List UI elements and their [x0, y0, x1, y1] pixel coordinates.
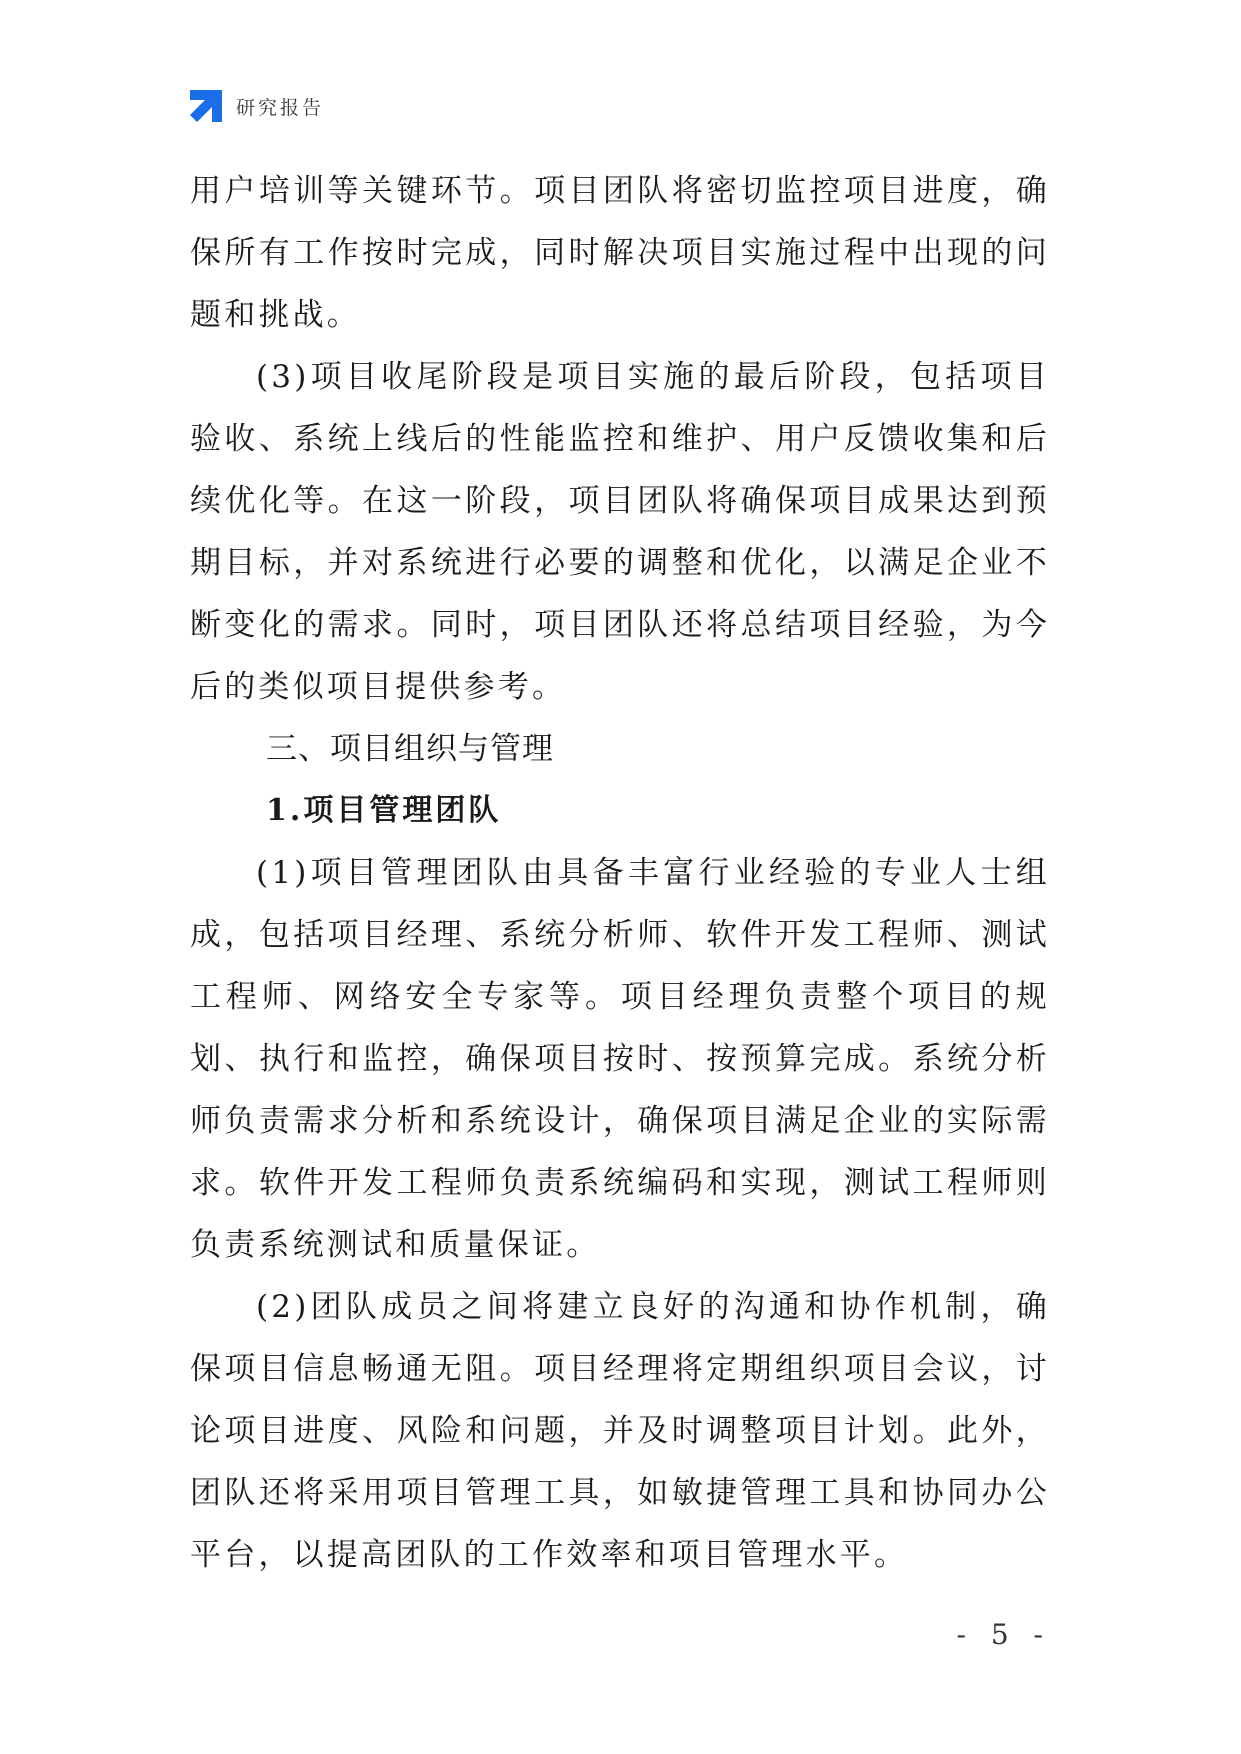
paragraph-team-communication: (2)团队成员之间将建立良好的沟通和协作机制，确保项目信息畅通无阻。项目经理将定期组织项目会议，讨论项目进度、风险和问题，并及时调整项目计划。此外，团队还将采用项目管理工具，如敏捷管理工具和协同办公平台，以提高团队的工作效率和项目管理水平。	[190, 1289, 1050, 1573]
arrow-up-right-logo-icon	[190, 90, 222, 122]
document-body	[190, 160, 1050, 1586]
paragraph-closing-phase: (3)项目收尾阶段是项目实施的最后阶段，包括项目验收、系统上线后的性能监控和维护、用户反馈收集和后续优化等。在这一阶段，项目团队将确保项目成果达到预期目标，并对系统进行必要的调整和优化，以满足企业不断变化的需求。同时，项目团队还将总结项目经验，为今后的类似项目提供参考。	[190, 359, 1050, 705]
report-header	[190, 90, 324, 122]
section-heading: 三、项目组织与管理	[266, 731, 554, 767]
page-number: - 5 -	[956, 1618, 1051, 1651]
subsection-heading: 1.项目管理团队	[266, 793, 502, 828]
paragraph-team-composition: (1)项目管理团队由具备丰富行业经验的专业人士组成，包括项目经理、系统分析师、软件开发工程师、测试工程师、网络安全专家等。项目经理负责整个项目的规划、执行和监控，确保项目按时、按预算完成。系统分析师负责需求分析和系统设计，确保项目满足企业的实际需求。软件开发工程师负责系统编码和实现，测试工程师则负责系统测试和质量保证。	[190, 855, 1050, 1263]
header-title: 研究报告	[236, 96, 325, 119]
paragraph-continuation: 用户培训等关键环节。项目团队将密切监控项目进度，确保所有工作按时完成，同时解决项目实施过程中出现的问题和挑战。	[190, 173, 1050, 333]
